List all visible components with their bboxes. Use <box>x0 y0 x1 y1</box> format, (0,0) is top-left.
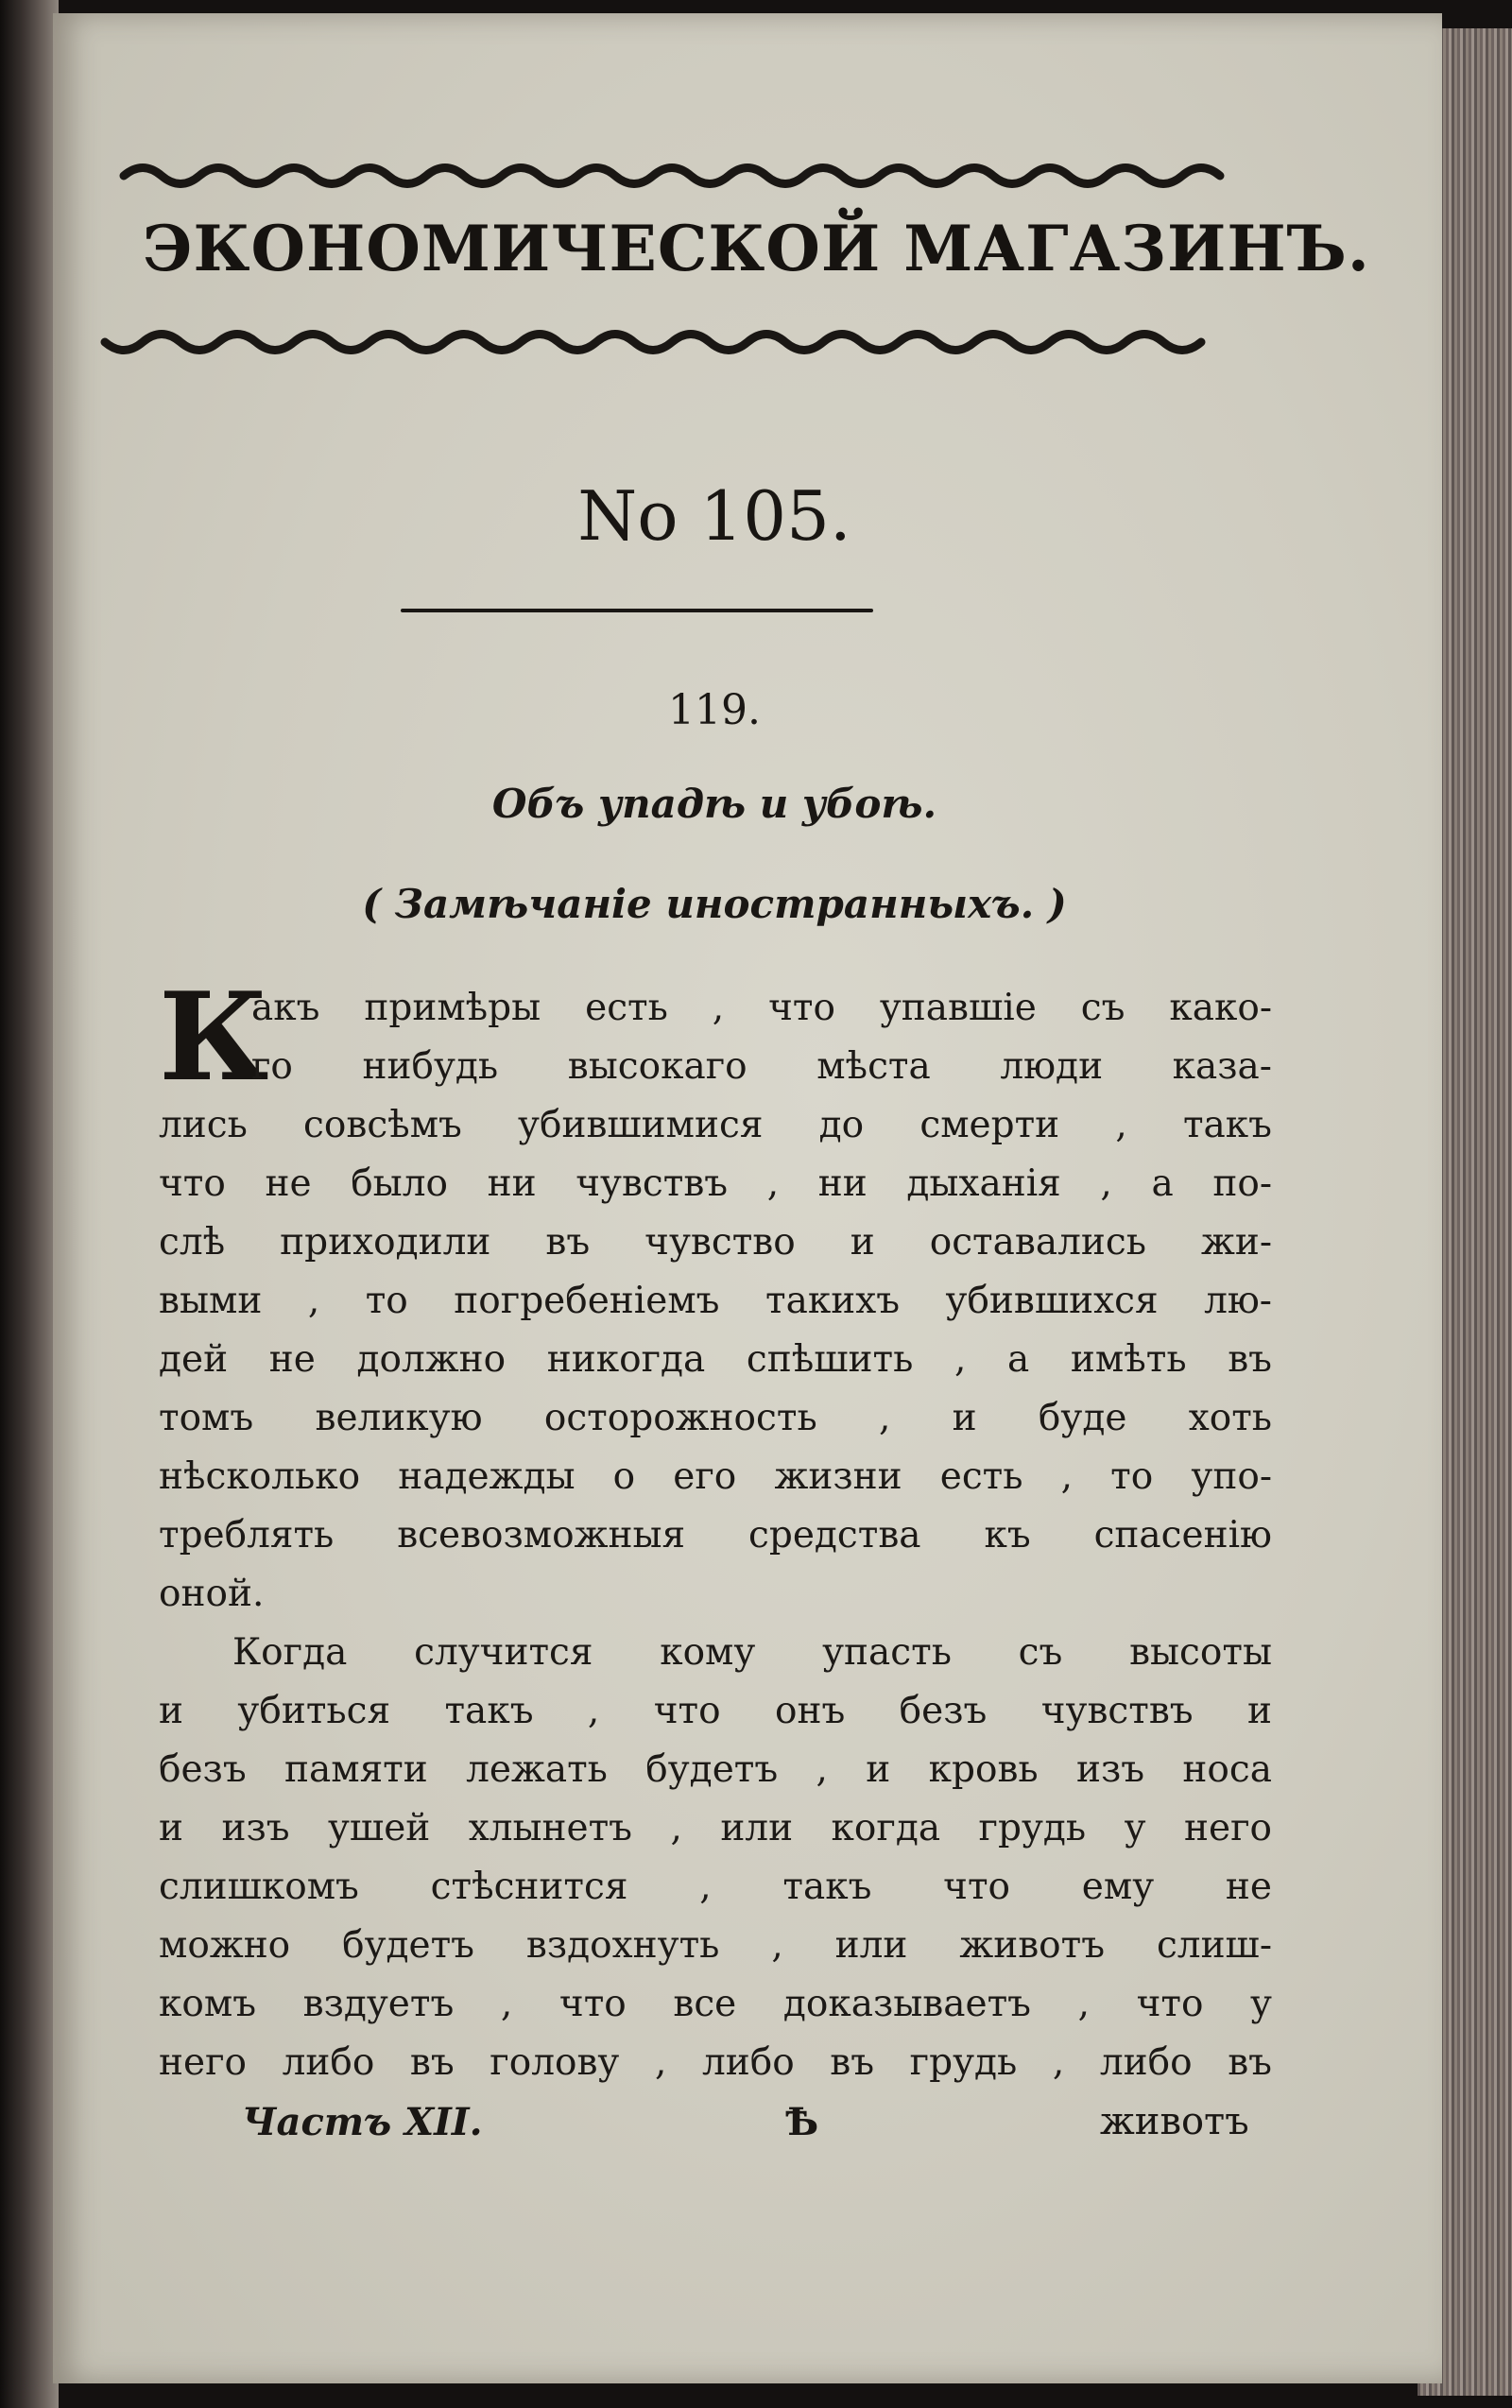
text-line: акъ примѣры есть , что упавшіе съ како- <box>251 987 1272 1029</box>
section-number: 119. <box>668 686 761 734</box>
footer-catchword: животъ <box>1100 2100 1249 2143</box>
book-binding <box>0 0 59 2408</box>
drop-cap: К <box>159 967 269 1109</box>
text-line: го нибудь высокаго мѣста люди каза- <box>251 1045 1272 1088</box>
text-line: оной. <box>159 1573 265 1615</box>
article-heading: Объ упадѣ и убоѣ. <box>491 781 937 827</box>
text-line: Когда случится кому упасть съ высоты <box>232 1631 1272 1674</box>
text-line: него либо въ голову , либо въ грудь , либо въ <box>159 2041 1272 2084</box>
text-line: можно будетъ вздохнуть , или животъ слиш- <box>159 1924 1272 1967</box>
text-line: и убиться такъ , что онъ безъ чувствъ и <box>159 1690 1272 1732</box>
magazine-title: ЭКОНОМИЧЕСКОЙ МАГАЗИНЪ. <box>143 212 1370 285</box>
text-line: что не было ни чувствъ , ни дыханія , а по- <box>159 1162 1272 1205</box>
text-line: слишкомъ стѣснится , такъ что ему не <box>159 1866 1272 1908</box>
article-subheading: ( Замѣчаніе иностранныхъ. ) <box>362 881 1067 927</box>
footer-signature: Ѣ <box>785 2100 819 2144</box>
text-line: нѣсколько надежды о его жизни есть , то упо- <box>159 1455 1272 1498</box>
text-line: безъ памяти лежать будетъ , и кровь изъ носа <box>159 1748 1272 1791</box>
text-line: выми , то погребеніемъ такихъ убившихся лю- <box>159 1280 1272 1322</box>
text-line: треблять всевозможныя средства къ спасенію <box>159 1514 1272 1557</box>
text-line: и изъ ушей хлынетъ , или когда грудь у него <box>159 1807 1272 1849</box>
top-ornament <box>119 155 1253 193</box>
text-line: дей не должно никогда спѣшить , а имѣть въ <box>159 1338 1272 1381</box>
bottom-ornament <box>100 325 1234 363</box>
text-line: томъ великую осторожность , и буде хоть <box>159 1397 1272 1439</box>
footer-part: Частъ XII. <box>242 2100 483 2144</box>
text-line: лись совсѣмъ убившимися до смерти , такъ <box>159 1104 1272 1146</box>
issue-number: No 105. <box>577 476 851 556</box>
book-page <box>53 13 1442 2383</box>
divider-rule <box>401 609 873 612</box>
text-line: комъ вздуетъ , что все доказываетъ , что у <box>159 1983 1272 2025</box>
text-line: слѣ приходили въ чувство и оставались жи- <box>159 1221 1272 1264</box>
